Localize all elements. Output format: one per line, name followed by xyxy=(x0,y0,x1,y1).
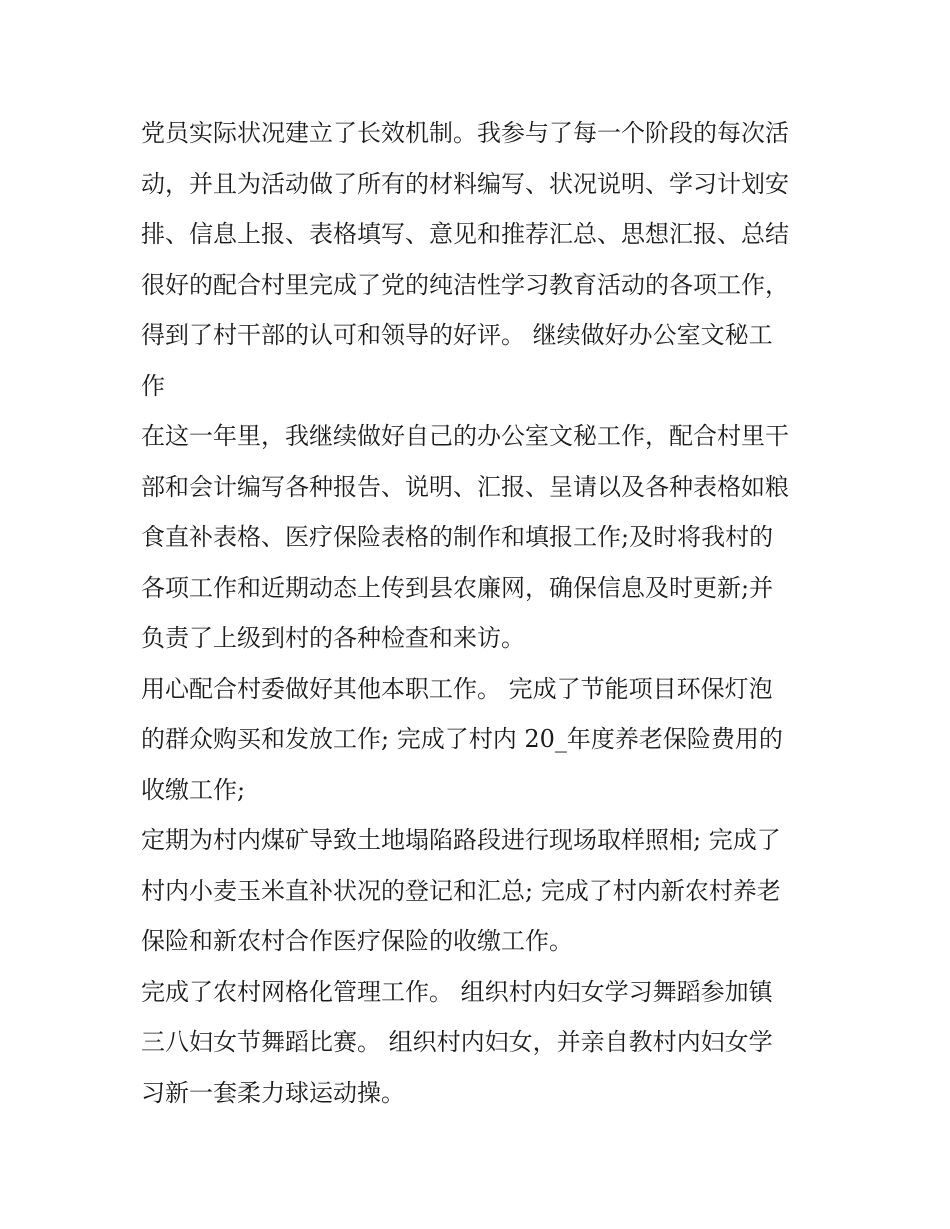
text-line: 各项工作和近期动态上传到县农廉网，确保信息及时更新;并 xyxy=(141,573,774,602)
text-line: 的群众购买和发放工作; 完成了村内 20_年度养老保险费用的 xyxy=(141,725,783,753)
text-line: 定期为村内煤矿导致土地塌陷路段进行现场取样照相; 完成了 xyxy=(141,826,781,854)
text-line: 保险和新农村合作医疗保险的收缴工作。 xyxy=(141,927,573,955)
text-line: 动，并且为活动做了所有的材料编写、状况说明、学习计划安 xyxy=(141,169,789,198)
text-line: 习新一套柔力球运动操。 xyxy=(141,1078,405,1107)
text-line: 食直补表格、医疗保险表格的制作和填报工作;及时将我村的 xyxy=(141,523,774,551)
document-body xyxy=(141,108,821,1118)
text-line: 得到了村干部的认可和领导的好评。 继续做好办公室文秘工 xyxy=(141,321,773,349)
text-line: 很好的配合村里完成了党的纯洁性学习教育活动的各项工作， xyxy=(141,270,789,299)
text-line: 作 xyxy=(141,371,165,400)
text-line: 负责了上级到村的各种检查和来访。 xyxy=(141,624,525,652)
text-line: 在这一年里，我继续做好自己的办公室文秘工作，配合村里干 xyxy=(141,422,789,450)
text-line: 用心配合村委做好其他本职工作。 完成了节能项目环保灯泡 xyxy=(141,674,773,703)
text-line: 党员实际状况建立了长效机制。我参与了每一个阶段的每次活 xyxy=(141,119,789,147)
text-line: 部和会计编写各种报告、说明、汇报、呈请以及各种表格如粮 xyxy=(141,472,789,501)
text-line: 完成了农村网格化管理工作。 组织村内妇女学习舞蹈参加镇 xyxy=(141,977,773,1006)
text-line: 收缴工作; xyxy=(141,775,246,804)
text-line: 村内小麦玉米直补状况的登记和汇总; 完成了村内新农村养老 xyxy=(141,876,781,905)
text-line: 三八妇女节舞蹈比赛。 组织村内妇女，并亲自教村内妇女学 xyxy=(141,1028,773,1056)
text-line: 排、信息上报、表格填写、意见和推荐汇总、思想汇报、总结 xyxy=(141,220,789,248)
